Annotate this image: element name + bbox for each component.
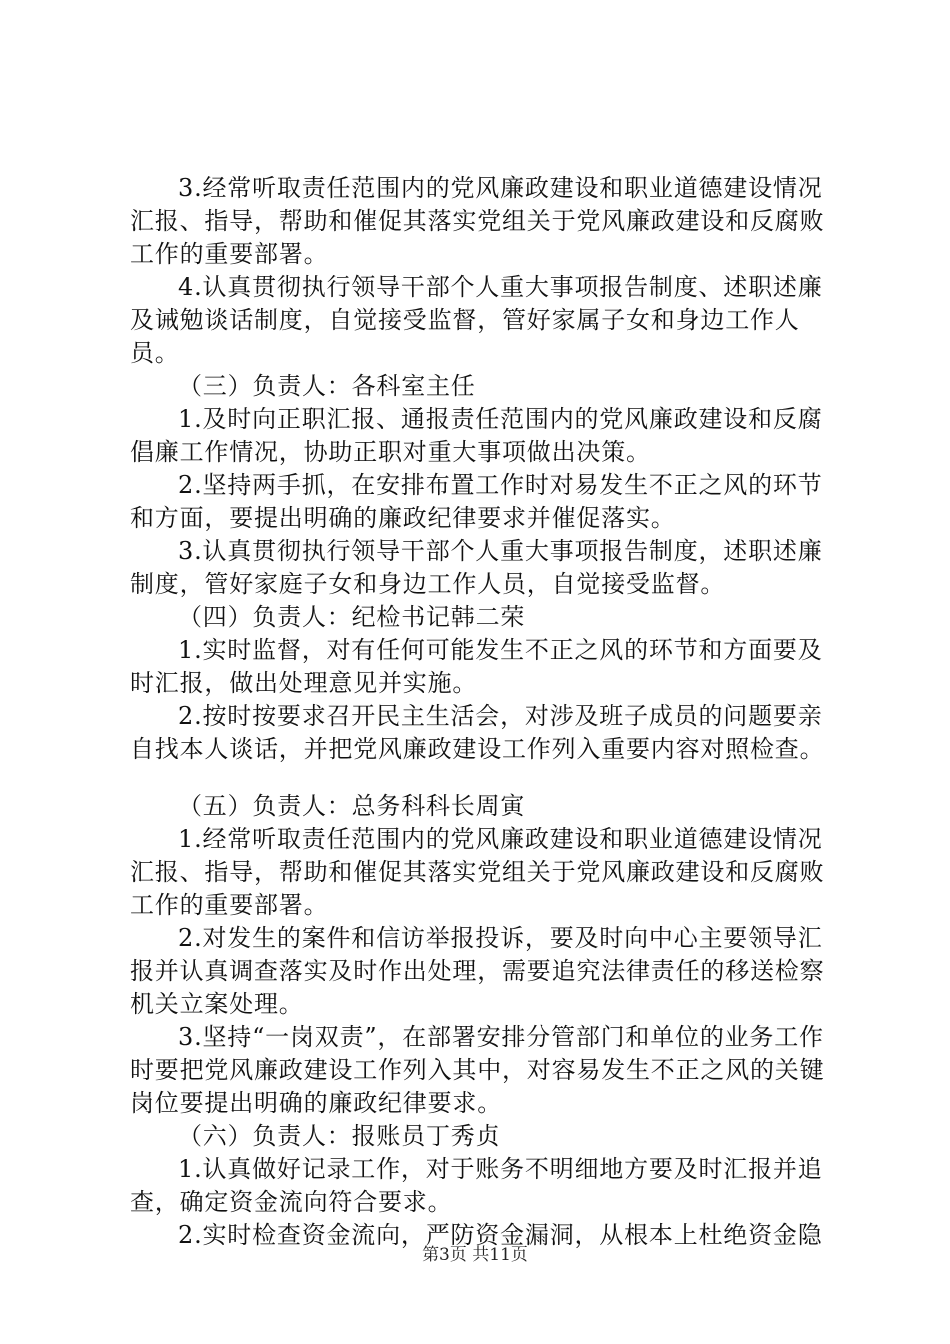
section-heading: （四）负责人：纪检书记韩二荣 bbox=[178, 603, 526, 631]
section-heading: （五）负责人：总务科科长周寅 bbox=[178, 792, 526, 820]
paragraph: 4.认真贯彻执行领导干部个人重大事项报告制度、述职述廉及诫勉谈话制度，自觉接受监督，管好家属子女和身边工作人员。 bbox=[130, 273, 823, 367]
paragraph: 3.经常听取责任范围内的党风廉政建设和职业道德建设情况汇报、指导，帮助和催促其落实党组关于党风廉政建设和反腐败工作的重要部署。 bbox=[130, 174, 825, 268]
paragraph: 2.坚持两手抓，在安排布置工作时对易发生不正之风的环节和方面，要提出明确的廉政纪律要求并催促落实。 bbox=[130, 471, 823, 532]
document-body bbox=[130, 172, 830, 1252]
section-heading: （六）负责人：报账员丁秀贞 bbox=[178, 1122, 501, 1150]
paragraph: 3.认真贯彻执行领导干部个人重大事项报告制度，述职述廉制度，管好家庭子女和身边工作人员，自觉接受监督。 bbox=[130, 537, 823, 598]
paragraph: 1.及时向正职汇报、通报责任范围内的党风廉政建设和反腐倡廉工作情况，协助正职对重大事项做出决策。 bbox=[130, 405, 823, 466]
paragraph: 1.认真做好记录工作，对于账务不明细地方要及时汇报并追查，确定资金流向符合要求。 bbox=[130, 1155, 823, 1216]
section-heading: （三）负责人：各科室主任 bbox=[178, 372, 476, 400]
paragraph: 1.实时监督，对有任何可能发生不正之风的环节和方面要及时汇报，做出处理意见并实施。 bbox=[130, 636, 823, 697]
paragraph: 2.实时检查资金流向，严防资金漏洞，从根本上杜绝资金隐 bbox=[178, 1221, 823, 1249]
paragraph: 2.对发生的案件和信访举报投诉，要及时向中心主要领导汇报并认真调查落实及时作出处理，需要追究法律责任的移送检察机关立案处理。 bbox=[130, 924, 825, 1018]
paragraph: 3.坚持“一岗双责”，在部署安排分管部门和单位的业务工作时要把党风廉政建设工作列入其中，对容易发生不正之风的关键岗位要提出明确的廉政纪律要求。 bbox=[130, 1023, 825, 1117]
paragraph: 1.经常听取责任范围内的党风廉政建设和职业道德建设情况汇报、指导，帮助和催促其落实党组关于党风廉政建设和反腐败工作的重要部署。 bbox=[130, 825, 825, 919]
page-number-footer: 第3页 共11页 bbox=[422, 1245, 528, 1265]
paragraph: 2.按时按要求召开民主生活会，对涉及班子成员的问题要亲自找本人谈话，并把党风廉政建设工作列入重要内容对照检查。 bbox=[130, 702, 825, 763]
